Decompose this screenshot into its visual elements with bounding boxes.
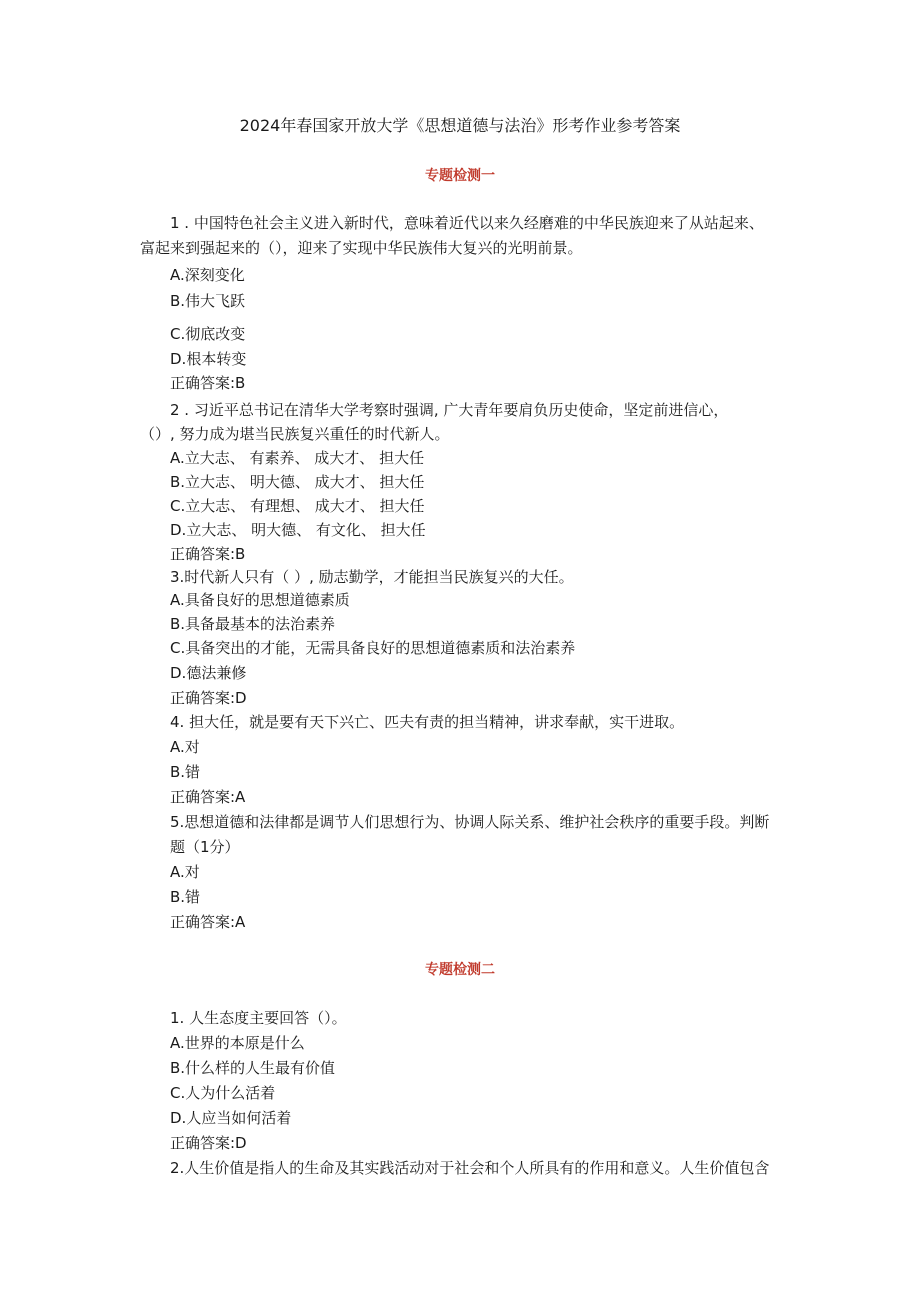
question-text: 题（1分）: [170, 838, 240, 856]
section-heading-1: 专题检测一: [425, 168, 495, 184]
question-text: 5.思想道德和法律都是调节人们思想行为、协调人际关系、维护社会秩序的重要手段。判断: [170, 813, 770, 831]
option-d: D.德法兼修: [170, 664, 247, 682]
correct-answer: 正确答案:D: [170, 1134, 247, 1152]
option-c: C.具备突出的才能，无需具备良好的思想道德素质和法治素养: [170, 639, 576, 657]
question-text: 1. 人生态度主要回答（）。: [170, 1009, 347, 1027]
option-a: A.对: [170, 738, 200, 756]
option-b: B.错: [170, 763, 201, 781]
correct-answer: 正确答案:B: [170, 374, 246, 392]
option-a: A.具备良好的思想道德素质: [170, 591, 350, 609]
option-c: C.彻底改变: [170, 325, 246, 343]
option-c: C.立大志、 有理想、 成大才、 担大任: [170, 497, 425, 515]
option-b: B.什么样的人生最有价值: [170, 1059, 336, 1077]
question-text: 2.人生价值是指人的生命及其实践活动对于社会和个人所具有的作用和意义。人生价值包含: [170, 1159, 770, 1177]
question-text: 4. 担大任，就是要有天下兴亡、匹夫有责的担当精神，讲求奉献，实干进取。: [170, 713, 685, 731]
question-text: 3.时代新人只有（ ）, 励志勤学，才能担当民族复兴的大任。: [170, 568, 574, 586]
question-text: （）, 努力成为堪当民族复兴重任的时代新人。: [140, 425, 450, 443]
option-a: A.立大志、 有素养、 成大才、 担大任: [170, 449, 425, 467]
option-b: B.具备最基本的法治素养: [170, 615, 336, 633]
question-text: 2 . 习近平总书记在清华大学考察时强调, 广大青年要肩负历史使命，坚定前进信心，: [170, 401, 729, 419]
correct-answer: 正确答案:B: [170, 545, 246, 563]
section-heading-2: 专题检测二: [425, 962, 495, 978]
question-text: 1 . 中国特色社会主义进入新时代，意味着近代以来久经磨难的中华民族迎来了从站起来、: [170, 214, 764, 232]
option-b: B.错: [170, 888, 201, 906]
correct-answer: 正确答案:A: [170, 913, 246, 931]
correct-answer: 正确答案:D: [170, 689, 247, 707]
correct-answer: 正确答案:A: [170, 788, 246, 806]
option-d: D.根本转变: [170, 350, 247, 368]
document-title: 2024年春国家开放大学《思想道德与法治》形考作业参考答案: [239, 116, 681, 135]
option-c: C.人为什么活着: [170, 1084, 276, 1102]
question-text: 富起来到强起来的（），迎来了实现中华民族伟大复兴的光明前景。: [140, 239, 583, 257]
option-d: D.人应当如何活着: [170, 1109, 292, 1127]
option-b: B.伟大飞跃: [170, 292, 246, 310]
option-d: D.立大志、 明大德、 有文化、 担大任: [170, 521, 426, 539]
option-a: A.深刻变化: [170, 266, 245, 284]
option-b: B.立大志、 明大德、 成大才、 担大任: [170, 473, 425, 491]
option-a: A.世界的本原是什么: [170, 1034, 305, 1052]
option-a: A.对: [170, 863, 200, 881]
